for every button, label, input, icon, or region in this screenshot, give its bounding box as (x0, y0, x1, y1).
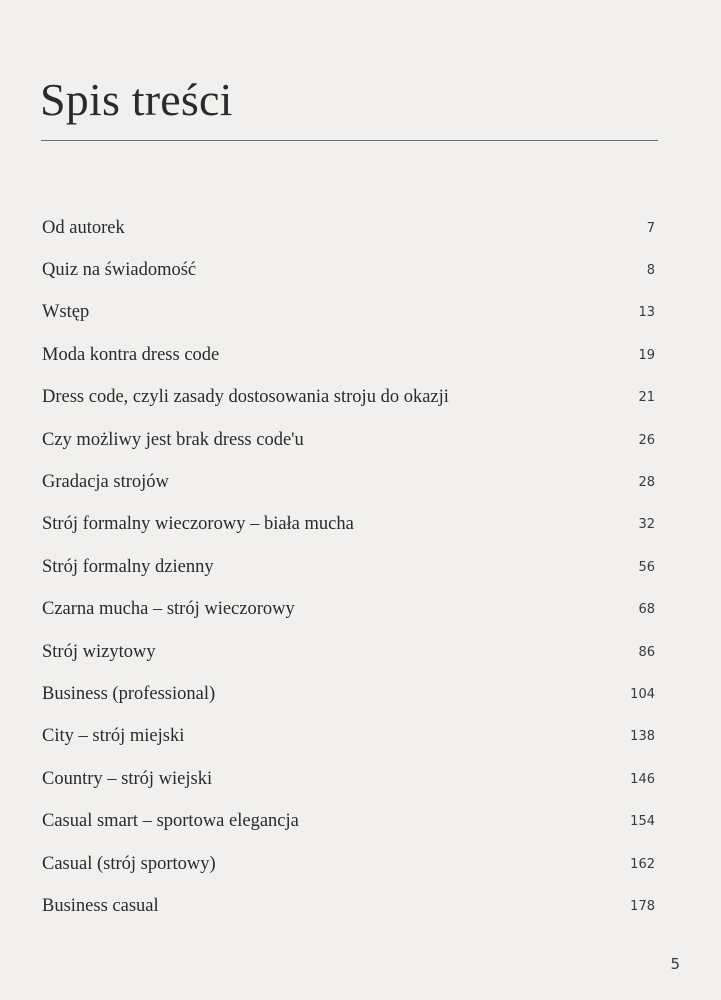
toc-entry-title: Dress code, czyli zasady dostosowania stroju do okazji (42, 387, 449, 408)
toc-entry-title: Quiz na świadomość (42, 260, 197, 281)
toc-entry (42, 800, 657, 842)
toc-entry (42, 334, 657, 376)
toc-entry (42, 631, 657, 673)
toc-entry-title: Business casual (42, 895, 159, 916)
toc-entry-page: 7 (646, 220, 655, 236)
toc-entry-title: Wstęp (42, 302, 90, 323)
toc-entry-page: 162 (630, 856, 655, 872)
toc-entry-title: Strój formalny dzienny (42, 556, 214, 577)
toc-entry-title: Casual smart – sportowa elegancja (42, 811, 299, 832)
toc-entry-title: City – strój miejski (42, 726, 185, 747)
toc-entry (42, 885, 657, 927)
toc-entry-page: 146 (630, 771, 655, 787)
toc-entry-page: 178 (630, 898, 655, 914)
toc-entry (42, 419, 657, 461)
toc-entry-title: Casual (strój sportowy) (42, 853, 216, 874)
toc-entry-page: 26 (638, 432, 655, 448)
toc-entry-page: 154 (630, 814, 655, 830)
toc-entry-title: Business (professional) (42, 683, 216, 704)
toc-entry (42, 292, 657, 334)
toc-entry (42, 716, 657, 758)
toc-entry (42, 546, 657, 588)
toc-entry (42, 673, 657, 715)
toc-entry-page: 68 (638, 602, 655, 618)
toc-entry (42, 249, 657, 291)
toc-entry (42, 504, 657, 546)
toc-entry-page: 32 (638, 517, 655, 533)
toc-entry-page: 138 (630, 729, 655, 745)
toc-entry-title: Gradacja strojów (42, 472, 169, 493)
toc-entry-page: 86 (638, 644, 655, 660)
toc-entry-page: 28 (638, 475, 655, 491)
toc-entry (42, 758, 657, 800)
toc-entry-page: 8 (646, 263, 655, 279)
toc-entry-title: Strój wizytowy (42, 641, 156, 662)
toc-entry-title: Czy możliwy jest brak dress code'u (42, 429, 304, 450)
toc-entry-title: Od autorek (42, 217, 125, 238)
page-number: 5 (670, 955, 680, 973)
toc-entry (42, 589, 657, 631)
toc-entry-page: 104 (630, 686, 655, 702)
toc-entry (42, 843, 657, 885)
toc-entry (42, 377, 657, 419)
page-title: Spis treści (40, 74, 233, 125)
toc-entry (42, 461, 657, 503)
toc-entry-page: 19 (638, 347, 655, 363)
table-of-contents (42, 207, 657, 928)
toc-entry (42, 207, 657, 249)
toc-entry-page: 13 (638, 305, 655, 321)
toc-entry-title: Czarna mucha – strój wieczorowy (42, 599, 295, 620)
toc-entry-page: 21 (638, 390, 655, 406)
toc-entry-title: Moda kontra dress code (42, 344, 220, 365)
toc-entry-title: Country – strój wiejski (42, 768, 213, 789)
toc-entry-page: 56 (638, 559, 655, 575)
title-divider (41, 140, 658, 141)
toc-entry-title: Strój formalny wieczorowy – biała mucha (42, 514, 354, 535)
